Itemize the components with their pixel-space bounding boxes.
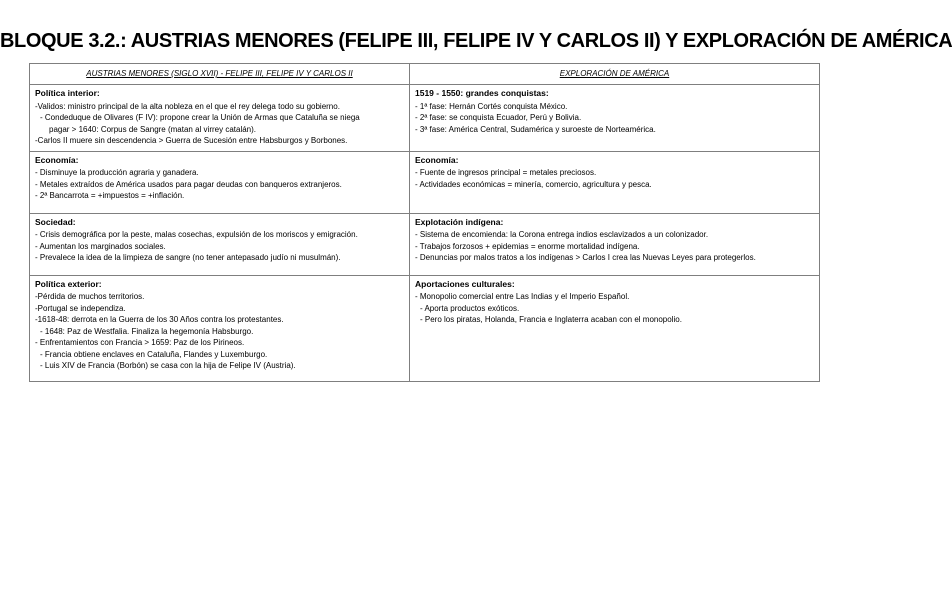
text-line: - Luis XIV de Francia (Borbón) se casa con la hija de Felipe IV (Austria).: [40, 361, 296, 370]
table-header-row: [30, 64, 820, 85]
section-heading: 1519 - 1550: grandes conquistas:: [415, 88, 549, 98]
text-line: -Portugal se independiza.: [35, 303, 126, 313]
cell-grandes-conquistas: [410, 85, 820, 152]
text-line: - 1648: Paz de Westfalia. Finaliza la hegemonía Habsburgo.: [40, 326, 254, 336]
cell-explotacion-indigena: [410, 213, 820, 275]
table-row: [30, 275, 820, 381]
cell-politica-exterior: [30, 275, 410, 381]
text-line: - Aumentan los marginados sociales.: [35, 241, 166, 251]
text-line: - Crisis demográfica por la peste, malas cosechas, expulsión de los moriscos y emigración.: [35, 230, 358, 239]
cell-aportaciones-culturales: [410, 275, 820, 381]
cell-economia-america: [410, 151, 820, 213]
text-line: - Monopolio comercial entre Las Indias y el Imperio Español.: [415, 292, 630, 301]
text-line: - Trabajos forzosos + epidemias = enorme mortalidad indígena.: [415, 241, 640, 251]
section-heading: Política interior:: [35, 88, 100, 98]
section-heading: Economía:: [35, 154, 79, 165]
section-heading: Política exterior:: [35, 278, 102, 289]
text-line: - Denuncias por malos tratos a los indígenas > Carlos I crea las Nuevas Leyes para protegerlos.: [415, 253, 756, 262]
cell-politica-interior: [30, 85, 410, 152]
section-heading: Aportaciones culturales:: [415, 278, 515, 289]
header-austrias: AUSTRIAS MENORES (SIGLO XVII) - FELIPE III, FELIPE IV Y CARLOS II: [30, 64, 410, 85]
table-row: [30, 85, 820, 152]
text-line: - Condeduque de Olivares (F IV): propone crear la Unión de Armas que Cataluña se niega: [40, 113, 360, 122]
text-line: - Metales extraídos de América usados para pagar deudas con banqueros extranjeros.: [35, 179, 342, 189]
text-line: - Sistema de encomienda: la Corona entrega indios esclavizados a un colonizador.: [415, 230, 709, 239]
text-line: - 3ª fase: América Central, Sudamérica y suroeste de Norteamérica.: [415, 124, 656, 134]
text-line: - 2ª Bancarrota = +impuestos = +inflación.: [35, 191, 185, 200]
text-line: - Pero los piratas, Holanda, Francia e Inglaterra acaban con el monopolio.: [420, 315, 682, 324]
text-line: - Enfrentamientos con Francia > 1659: Paz de los Pirineos.: [35, 338, 245, 347]
text-line: - Aporta productos exóticos.: [420, 303, 520, 313]
text-line: - Actividades económicas = minería, comercio, agricultura y pesca.: [415, 179, 652, 189]
text-line: - Fuente de ingresos principal = metales preciosos.: [415, 168, 597, 177]
text-line: -Carlos II muere sin descendencia > Guerra de Sucesión entre Habsburgos y Borbones.: [35, 136, 348, 145]
text-line: -Validos: ministro principal de la alta nobleza en el que el rey delega todo su gobierno.: [35, 101, 340, 111]
table-row: [30, 151, 820, 213]
text-line: - Prevalece la idea de la limpieza de sangre (no tener antepasado judío ni musulmán).: [35, 253, 341, 262]
table-row: [30, 213, 820, 275]
summary-table: [29, 63, 820, 382]
section-heading: Economía:: [415, 154, 459, 165]
text-line: - 1ª fase: Hernán Cortés conquista México.: [415, 101, 568, 111]
text-line: pagar > 1640: Corpus de Sangre (matan al virrey catalán).: [49, 124, 257, 134]
text-line: - Disminuye la producción agraria y ganadera.: [35, 168, 199, 177]
header-america: EXPLORACIÓN DE AMÉRICA: [410, 64, 820, 85]
page-title: BLOQUE 3.2.: AUSTRIAS MENORES (FELIPE III, FELIPE IV Y CARLOS II) Y EXPLORACIÓN DE AMÉRICA: [0, 30, 952, 52]
section-heading: Explotación indígena:: [415, 216, 504, 227]
section-heading: Sociedad:: [35, 216, 76, 227]
text-line: - Francia obtiene enclaves en Cataluña, Flandes y Luxemburgo.: [40, 349, 268, 359]
cell-sociedad: [30, 213, 410, 275]
text-line: -Pérdida de muchos territorios.: [35, 292, 145, 301]
text-line: -1618-48: derrota en la Guerra de los 30 Años contra los protestantes.: [35, 315, 284, 324]
cell-economia-austrias: [30, 151, 410, 213]
text-line: - 2ª fase: se conquista Ecuador, Perú y Bolivia.: [415, 113, 582, 122]
